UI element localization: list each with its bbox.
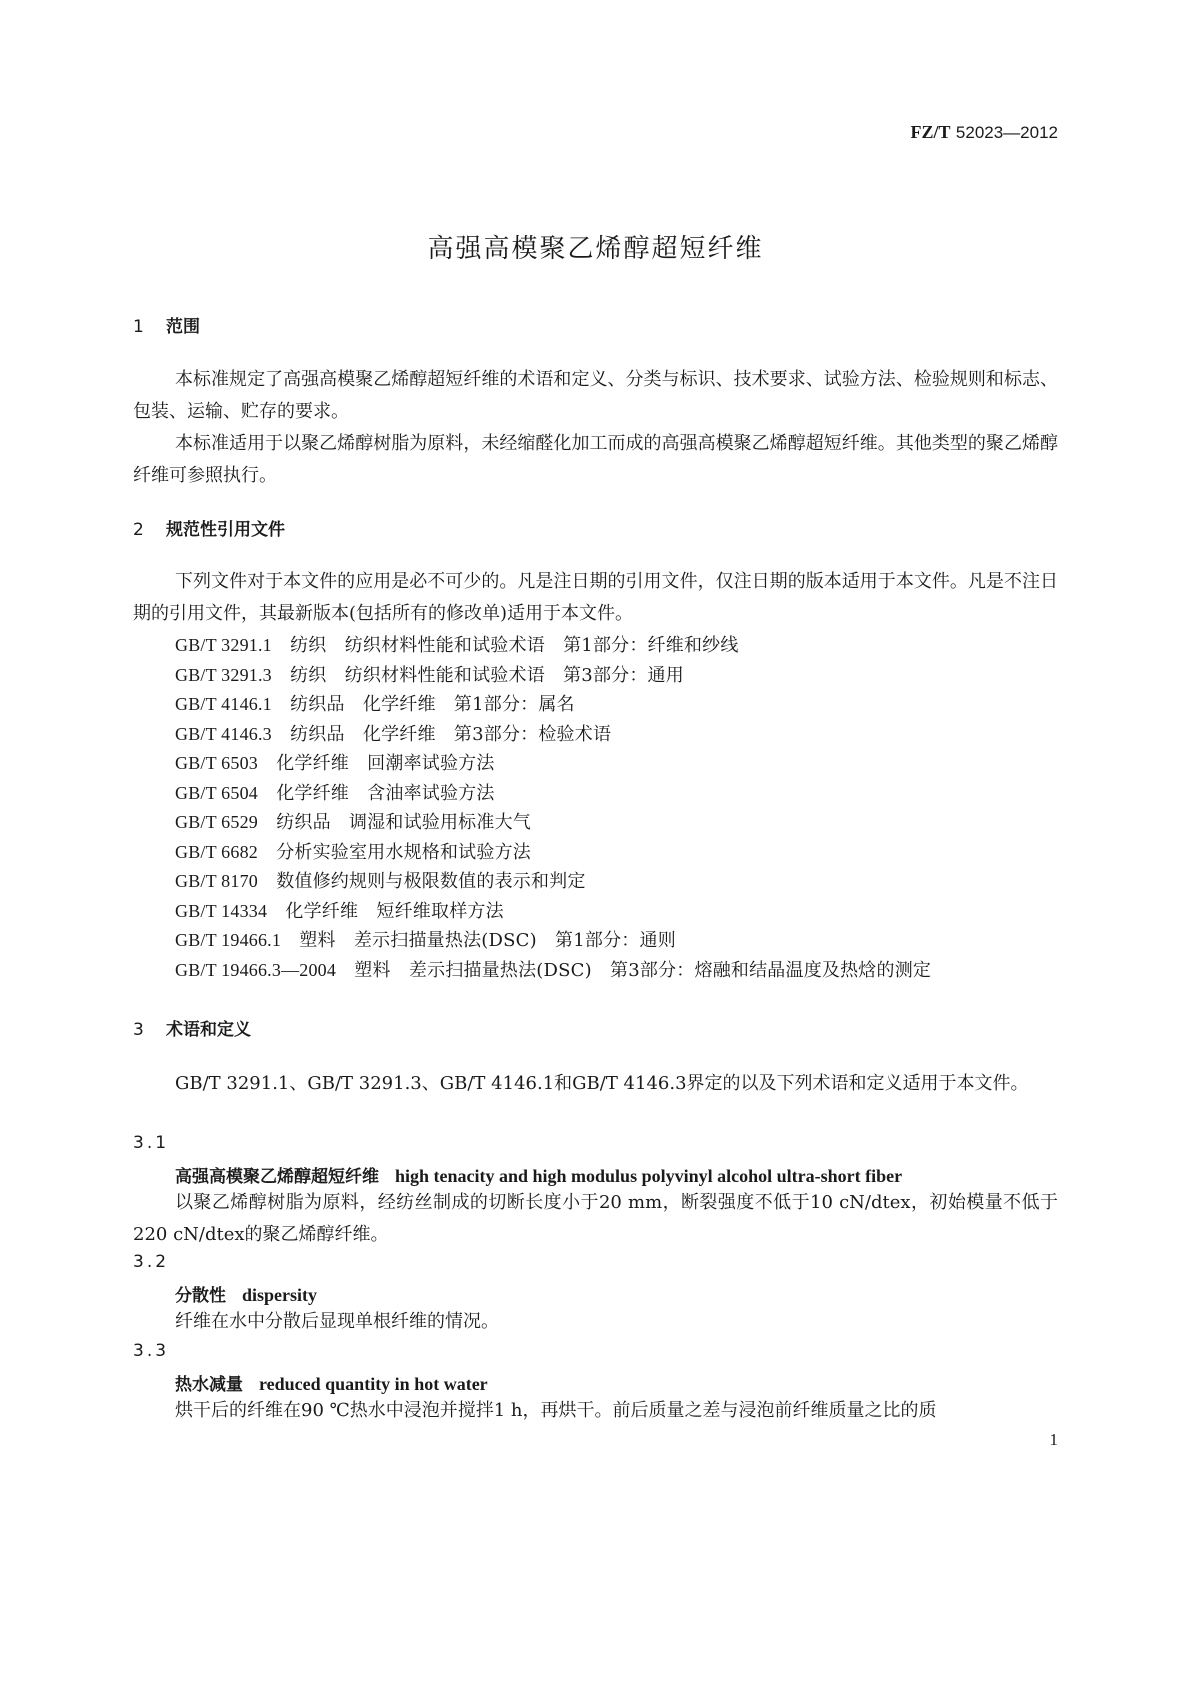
term-heading — [175, 1281, 317, 1306]
reference-code: GB/T 6682 — [175, 842, 258, 862]
document-title: 高强高模聚乙烯醇超短纤维 — [427, 234, 764, 264]
paragraph: 下列文件对于本文件的应用是必不可少的。凡是注日期的引用文件，仅注日期的版本适用于本文件。凡是不注日期的引用文件，其最新版本(包括所有的修改单)适用于本文件。 — [133, 571, 1058, 624]
reference-item — [175, 808, 531, 834]
term-zh: 热水减量 — [175, 1375, 243, 1395]
page-number: 1 — [1049, 1430, 1058, 1449]
term-en: high tenacity and high modulus polyvinyl alcohol ultra-short fiber — [395, 1166, 903, 1186]
term-en: reduced quantity in hot water — [259, 1374, 488, 1394]
reference-item — [175, 897, 504, 923]
term-en: dispersity — [242, 1285, 318, 1305]
term-heading — [175, 1162, 902, 1187]
reference-item — [175, 838, 531, 864]
reference-title: 纺织品 调湿和试验用标准大气 — [276, 812, 531, 833]
reference-code: GB/T 6529 — [175, 812, 258, 832]
reference-code: GB/T 19466.1 — [175, 930, 282, 950]
section-3-heading — [133, 1015, 251, 1040]
reference-item — [175, 631, 739, 657]
standard-code-number: 52023—2012 — [955, 123, 1058, 142]
reference-title: 纺织 纺织材料性能和试验术语 第1部分：纤维和纱线 — [290, 635, 739, 656]
reference-code: GB/T 6504 — [175, 783, 258, 803]
reference-item — [175, 720, 611, 746]
term-number: 3.3 — [133, 1341, 170, 1361]
term-heading — [175, 1370, 488, 1395]
section-number: 3 — [133, 1020, 144, 1040]
term-zh: 高强高模聚乙烯醇超短纤维 — [175, 1167, 379, 1187]
reference-code: GB/T 14334 — [175, 901, 268, 921]
reference-code: GB/T 8170 — [175, 871, 258, 891]
paragraph: 本标准规定了高强高模聚乙烯醇超短纤维的术语和定义、分类与标识、技术要求、试验方法、检验规则和标志、包装、运输、贮存的要求。 — [133, 369, 1058, 422]
section-1-body — [133, 364, 1058, 492]
reference-title: 塑料 差示扫描量热法(DSC) 第3部分：熔融和结晶温度及热焓的测定 — [354, 960, 932, 981]
section-title: 术语和定义 — [166, 1020, 251, 1040]
paragraph: 烘干后的纤维在90 ℃热水中浸泡并搅拌1 h，再烘干。前后质量之差与浸泡前纤维质量之比的质 — [175, 1400, 937, 1421]
reference-title: 数值修约规则与极限数值的表示和判定 — [276, 871, 586, 892]
paragraph: 以聚乙烯醇树脂为原料，经纺丝制成的切断长度小于20 mm，断裂强度不低于10 cN/dtex，初始模量不低于220 cN/dtex的聚乙烯醇纤维。 — [133, 1192, 1058, 1245]
term-number: 3.1 — [133, 1133, 170, 1153]
reference-code: GB/T 3291.3 — [175, 665, 272, 685]
reference-item — [175, 867, 586, 893]
term-definition — [133, 1306, 1058, 1338]
reference-title: 纺织品 化学纤维 第3部分：检验术语 — [290, 724, 612, 745]
reference-title: 塑料 差示扫描量热法(DSC) 第1部分：通则 — [299, 930, 676, 951]
reference-title: 纺织品 化学纤维 第1部分：属名 — [290, 694, 575, 715]
section-number: 2 — [133, 520, 144, 540]
term-definition — [133, 1187, 1058, 1251]
reference-item — [175, 926, 676, 952]
section-2-heading — [133, 515, 285, 540]
reference-code: GB/T 19466.3—2004 — [175, 960, 337, 980]
reference-item — [175, 661, 684, 687]
paragraph: GB/T 3291.1、GB/T 3291.3、GB/T 4146.1和GB/T 4146.3界定的以及下列术语和定义适用于本文件。 — [175, 1073, 1029, 1094]
reference-title: 化学纤维 短纤维取样方法 — [285, 901, 504, 922]
section-title: 规范性引用文件 — [166, 520, 285, 540]
reference-code: GB/T 3291.1 — [175, 635, 272, 655]
paragraph: 纤维在水中分散后显现单根纤维的情况。 — [175, 1311, 499, 1332]
term-definition — [133, 1395, 1058, 1427]
reference-code: GB/T 4146.3 — [175, 724, 272, 744]
section-3-intro — [133, 1068, 1058, 1100]
reference-item — [175, 779, 495, 805]
reference-title: 化学纤维 含油率试验方法 — [276, 783, 495, 804]
section-1-heading — [133, 312, 200, 337]
standard-code-prefix: FZ/T — [910, 122, 951, 142]
standard-code — [910, 122, 1058, 143]
reference-item — [175, 956, 931, 982]
section-2-intro — [133, 566, 1058, 630]
reference-title: 化学纤维 回潮率试验方法 — [276, 753, 495, 774]
section-number: 1 — [133, 317, 144, 337]
term-zh: 分散性 — [175, 1286, 226, 1306]
reference-item — [175, 690, 575, 716]
reference-title: 分析实验室用水规格和试验方法 — [276, 842, 531, 863]
paragraph: 本标准适用于以聚乙烯醇树脂为原料，未经缩醛化加工而成的高强高模聚乙烯醇超短纤维。其他类型的聚乙烯醇纤维可参照执行。 — [133, 433, 1058, 486]
term-number: 3.2 — [133, 1252, 170, 1272]
reference-code: GB/T 4146.1 — [175, 694, 272, 714]
reference-title: 纺织 纺织材料性能和试验术语 第3部分：通用 — [290, 665, 684, 686]
reference-item — [175, 749, 495, 775]
reference-code: GB/T 6503 — [175, 753, 258, 773]
section-title: 范围 — [166, 317, 200, 337]
